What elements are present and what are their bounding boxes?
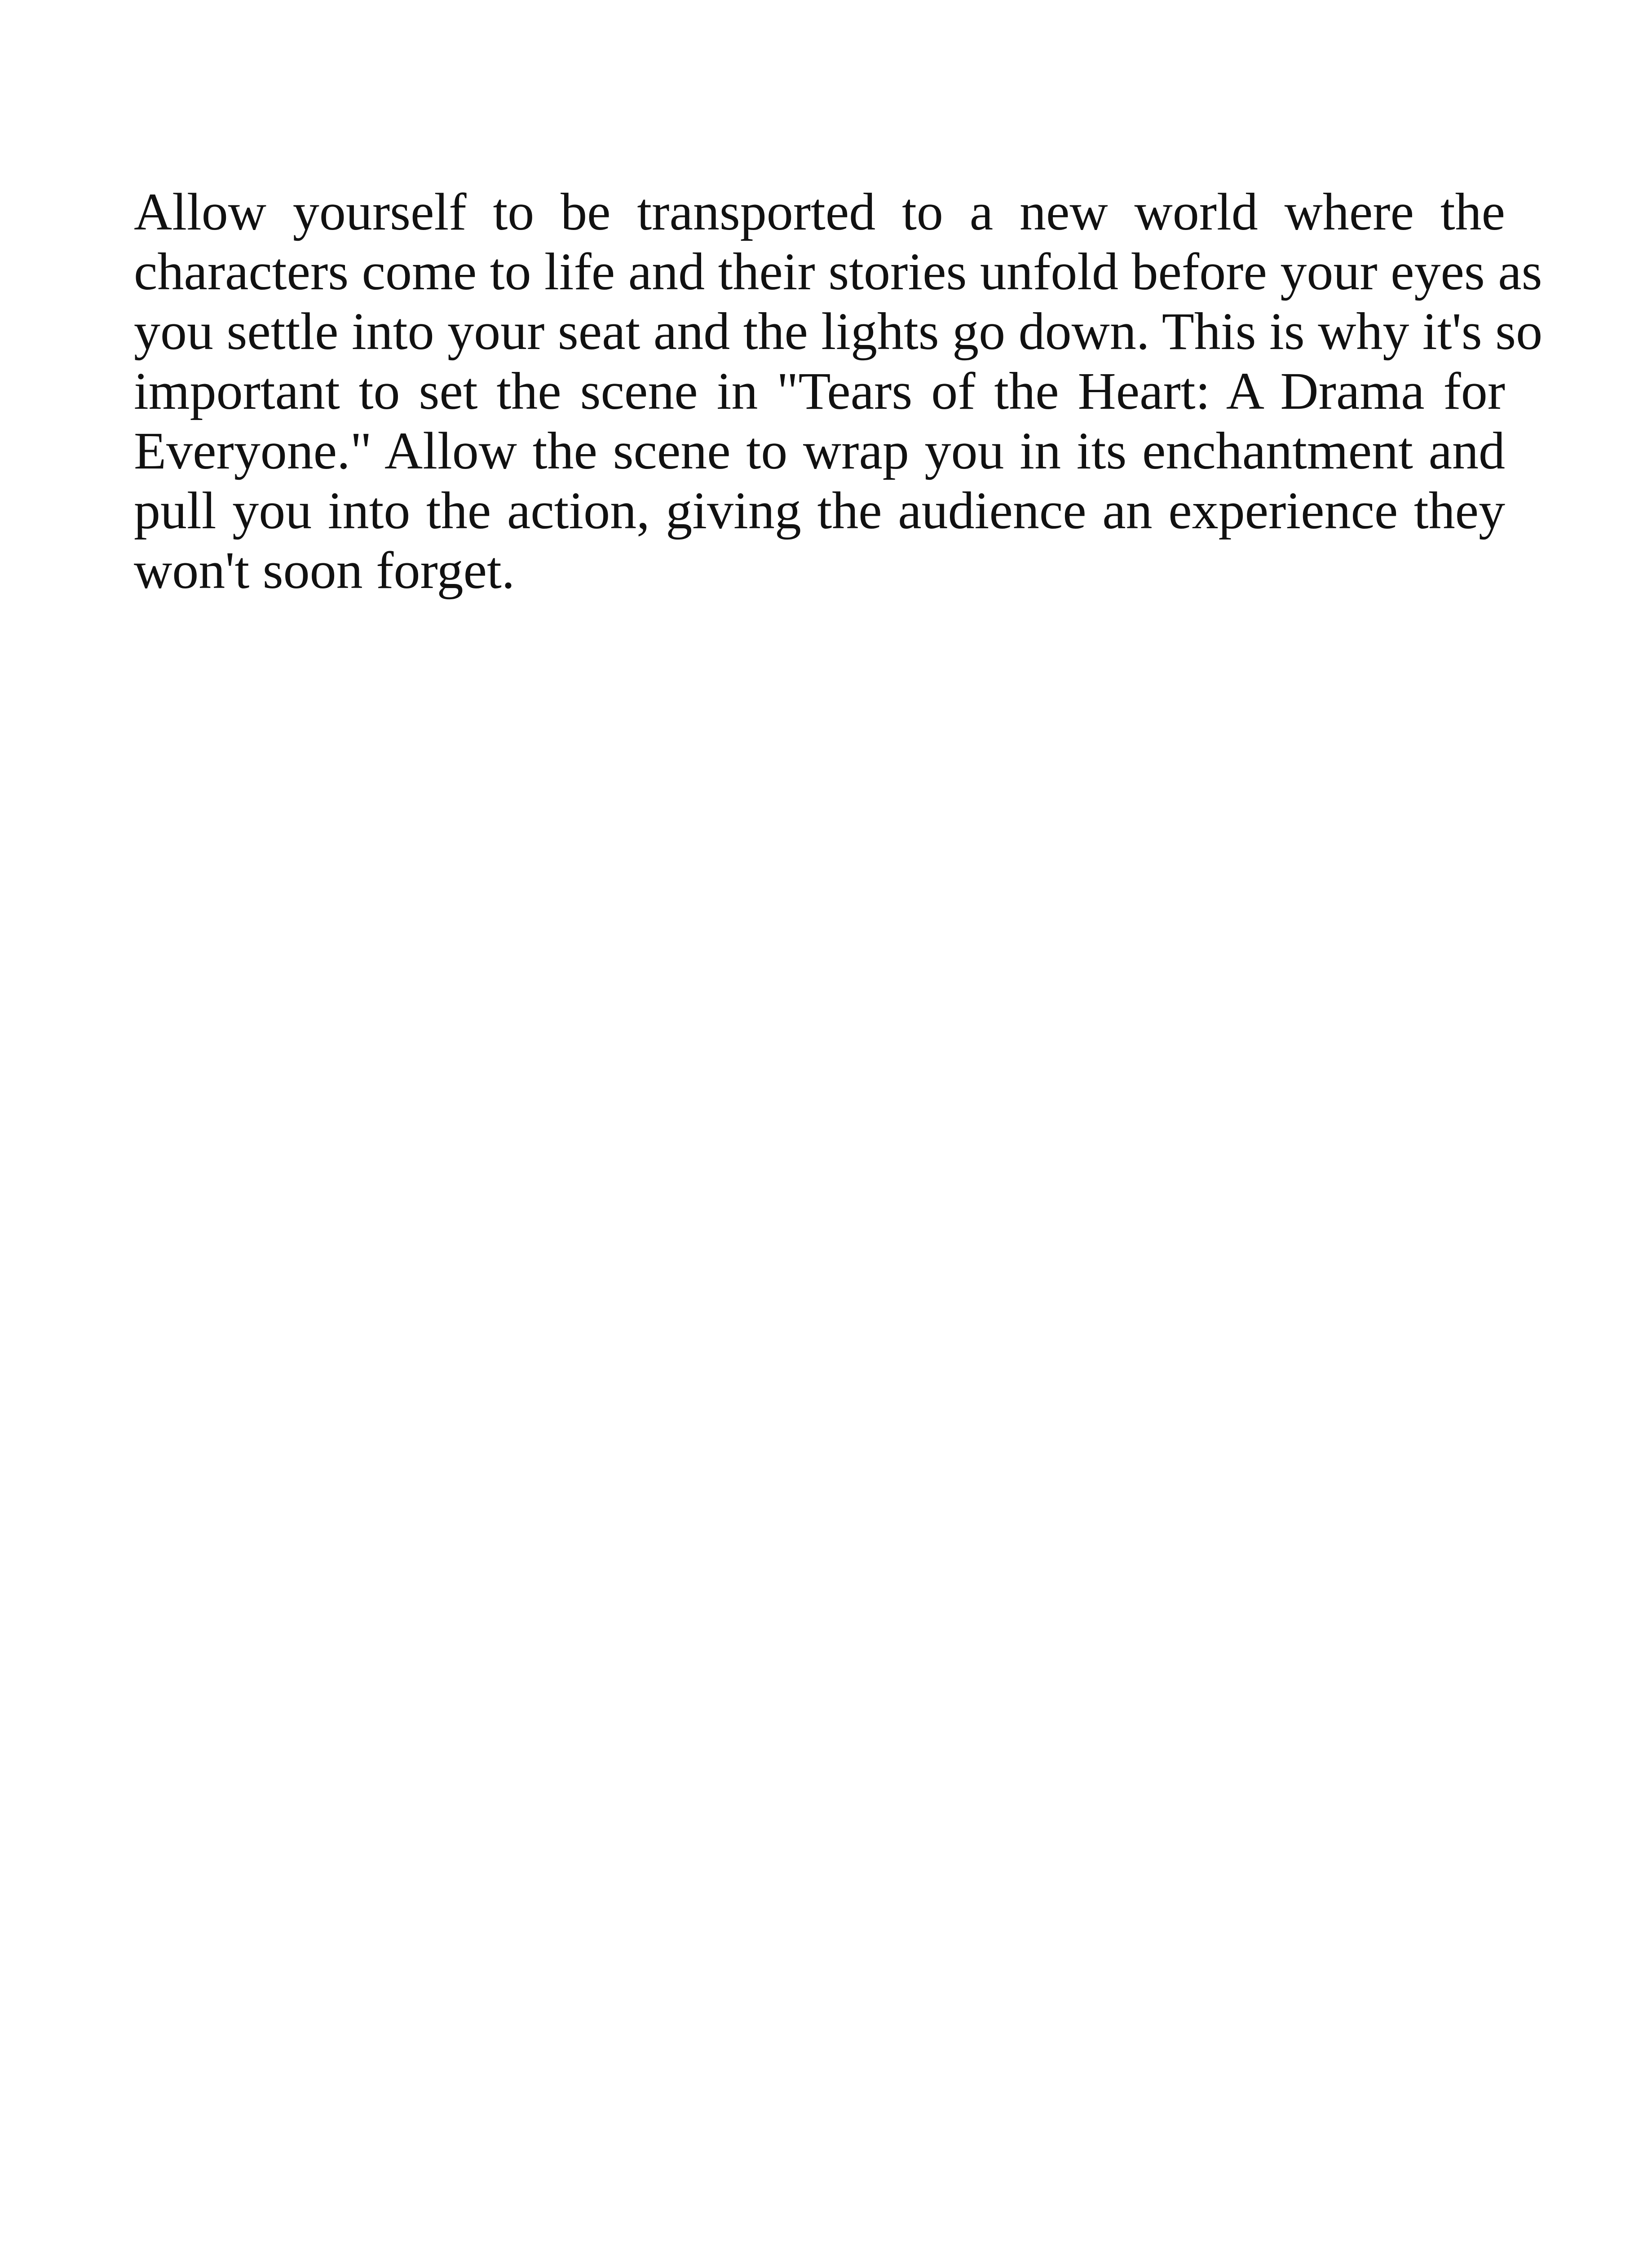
paragraph-line: pull you into the action, giving the audience an experience they (134, 481, 1505, 540)
paragraph-line: you settle into your seat and the lights go down. This is why it's so (134, 302, 1543, 361)
paragraph-line: Everyone." Allow the scene to wrap you in its enchantment and (134, 421, 1505, 480)
body-paragraph (134, 182, 1543, 600)
paragraph-line: characters come to life and their stories unfold before your eyes as (134, 242, 1542, 301)
paragraph-line: won't soon forget. (134, 541, 515, 600)
paragraph-line: Allow yourself to be transported to a new world where the (134, 182, 1505, 241)
paragraph-line: important to set the scene in "Tears of the Heart: A Drama for (134, 362, 1505, 420)
